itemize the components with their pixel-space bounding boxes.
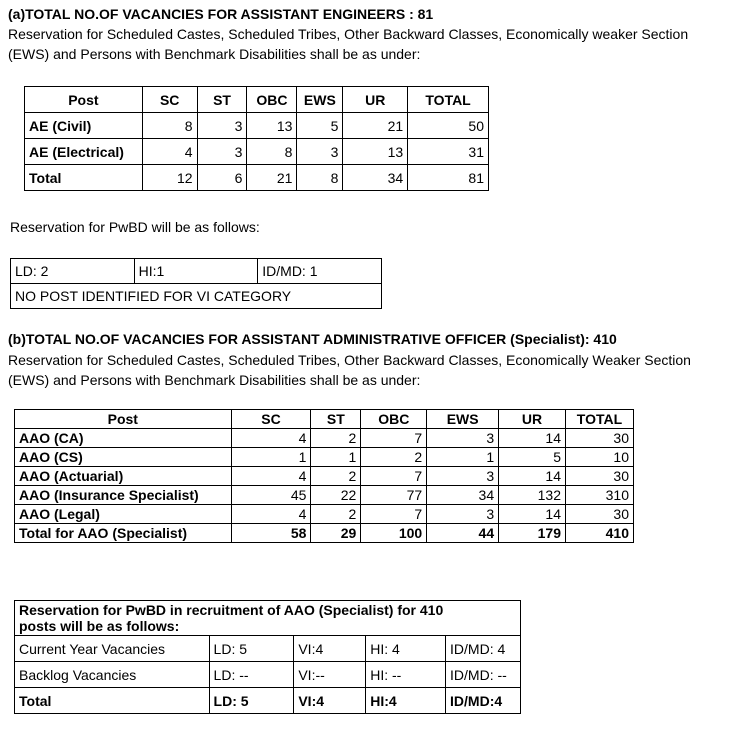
table-row — [15, 429, 634, 448]
header-ews: EWS — [297, 87, 343, 113]
section-a-paragraph — [8, 24, 688, 64]
cell-st: 2 — [311, 505, 361, 524]
cell-obc: 2 — [361, 448, 427, 467]
pwbd-vi: VI:4 — [294, 688, 366, 714]
cell-sc: 1 — [231, 448, 311, 467]
cell-ur: 132 — [499, 486, 566, 505]
pwbd-row-label: Backlog Vacancies — [15, 662, 210, 688]
cell-st: 2 — [311, 429, 361, 448]
cell-sc: 4 — [142, 139, 197, 165]
cell-ews: 34 — [427, 486, 499, 505]
cell-ews: 5 — [297, 113, 343, 139]
pwbd-hi: HI: -- — [366, 662, 446, 688]
cell-obc: 77 — [361, 486, 427, 505]
table-row — [15, 448, 634, 467]
cell-st: 2 — [311, 467, 361, 486]
cell-total: 310 — [565, 486, 633, 505]
cell-ews: 3 — [427, 505, 499, 524]
header-sc: SC — [231, 410, 311, 429]
cell-ews: 3 — [427, 467, 499, 486]
cell-total: 30 — [565, 505, 633, 524]
row-label: Total — [25, 165, 143, 191]
cell-sc: 4 — [231, 429, 311, 448]
cell-sc: 12 — [142, 165, 197, 191]
cell-total: 30 — [565, 467, 633, 486]
cell-st: 29 — [311, 524, 361, 543]
table-header-row — [25, 87, 489, 113]
section-b-para-line1: Reservation for Scheduled Castes, Scheduled Tribes, Other Backward Classes, Economically Weaker Section — [8, 352, 691, 368]
table-row — [25, 113, 489, 139]
row-label: AE (Electrical) — [25, 139, 143, 165]
header-total: TOTAL — [408, 87, 489, 113]
cell-sc: 4 — [231, 467, 311, 486]
header-sc: SC — [142, 87, 197, 113]
row-label: AAO (CS) — [15, 448, 232, 467]
pwbd-row — [11, 259, 382, 284]
pwbd-title-row — [15, 601, 521, 636]
cell-obc: 7 — [361, 505, 427, 524]
pwbd-ld: LD: 5 — [209, 688, 294, 714]
row-label: AAO (Insurance Specialist) — [15, 486, 232, 505]
table-row — [15, 486, 634, 505]
row-label: Total for AAO (Specialist) — [15, 524, 232, 543]
pwbd-total-row — [15, 688, 521, 714]
aao-vacancy-table — [14, 409, 634, 543]
cell-total: 410 — [565, 524, 633, 543]
section-b-paragraph — [8, 350, 691, 390]
pwbd-intro-text: Reservation for PwBD will be as follows: — [10, 219, 260, 235]
table-row — [25, 139, 489, 165]
row-label: AAO (Legal) — [15, 505, 232, 524]
pwbd-idmd: ID/MD: 4 — [446, 636, 521, 662]
pwbd-row — [15, 662, 521, 688]
table-total-row — [25, 165, 489, 191]
pwbd-row-label: Current Year Vacancies — [15, 636, 210, 662]
section-a-para-line1: Reservation for Scheduled Castes, Scheduled Tribes, Other Backward Classes, Economically weaker Section — [8, 26, 689, 42]
cell-obc: 21 — [247, 165, 297, 191]
header-ur: UR — [343, 87, 408, 113]
pwbd-vi: VI:-- — [294, 662, 366, 688]
cell-st: 1 — [311, 448, 361, 467]
cell-total: 30 — [565, 429, 633, 448]
cell-sc: 45 — [231, 486, 311, 505]
cell-ews: 8 — [297, 165, 343, 191]
cell-total: 81 — [408, 165, 489, 191]
header-post: Post — [15, 410, 232, 429]
cell-ur: 14 — [499, 467, 566, 486]
header-obc: OBC — [247, 87, 297, 113]
pwbd-ld: LD: 2 — [11, 259, 135, 284]
header-total: TOTAL — [565, 410, 633, 429]
table-total-row — [15, 524, 634, 543]
pwbd-note-row — [11, 284, 382, 309]
cell-ur: 14 — [499, 505, 566, 524]
header-post: Post — [25, 87, 143, 113]
section-b-heading: (b)TOTAL NO.OF VACANCIES FOR ASSISTANT ADMINISTRATIVE OFFICER (Specialist): 410 — [8, 331, 617, 347]
cell-sc: 8 — [142, 113, 197, 139]
cell-ur: 21 — [343, 113, 408, 139]
pwbd-idmd: ID/MD: -- — [446, 662, 521, 688]
cell-st: 22 — [311, 486, 361, 505]
cell-ews: 3 — [297, 139, 343, 165]
cell-st: 6 — [197, 165, 247, 191]
cell-ur: 179 — [499, 524, 566, 543]
cell-sc: 58 — [231, 524, 311, 543]
cell-obc: 8 — [247, 139, 297, 165]
cell-total: 50 — [408, 113, 489, 139]
pwbd-hi: HI:4 — [366, 688, 446, 714]
cell-st: 3 — [197, 139, 247, 165]
pwbd-title-line2: posts will be as follows: — [19, 618, 180, 634]
header-ews: EWS — [427, 410, 499, 429]
pwbd-idmd: ID/MD:4 — [446, 688, 521, 714]
header-ur: UR — [499, 410, 566, 429]
pwbd-ld: LD: 5 — [209, 636, 294, 662]
cell-ur: 5 — [499, 448, 566, 467]
row-label: AAO (CA) — [15, 429, 232, 448]
pwbd-title-line1: Reservation for PwBD in recruitment of AAO (Specialist) for 410 — [19, 602, 444, 618]
cell-ur: 14 — [499, 429, 566, 448]
header-obc: OBC — [361, 410, 427, 429]
pwbd-row — [15, 636, 521, 662]
row-label: AAO (Actuarial) — [15, 467, 232, 486]
pwbd-title — [15, 601, 521, 636]
cell-obc: 100 — [361, 524, 427, 543]
row-label: AE (Civil) — [25, 113, 143, 139]
table-row — [15, 505, 634, 524]
pwbd-hi: HI: 4 — [366, 636, 446, 662]
pwbd-note: NO POST IDENTIFIED FOR VI CATEGORY — [11, 284, 382, 309]
pwbd-ld: LD: -- — [209, 662, 294, 688]
section-a-heading: (a)TOTAL NO.OF VACANCIES FOR ASSISTANT ENGINEERS : 81 — [8, 6, 434, 22]
aao-pwbd-table — [14, 600, 521, 714]
cell-obc: 7 — [361, 467, 427, 486]
cell-ur: 34 — [343, 165, 408, 191]
ae-vacancy-table — [24, 86, 489, 191]
header-st: ST — [311, 410, 361, 429]
pwbd-row-label: Total — [15, 688, 210, 714]
table-header-row — [15, 410, 634, 429]
cell-ews: 3 — [427, 429, 499, 448]
cell-ur: 13 — [343, 139, 408, 165]
header-st: ST — [197, 87, 247, 113]
cell-ews: 44 — [427, 524, 499, 543]
cell-total: 10 — [565, 448, 633, 467]
cell-total: 31 — [408, 139, 489, 165]
cell-st: 3 — [197, 113, 247, 139]
pwbd-idmd: ID/MD: 1 — [258, 259, 382, 284]
cell-sc: 4 — [231, 505, 311, 524]
pwbd-hi: HI:1 — [134, 259, 258, 284]
cell-obc: 7 — [361, 429, 427, 448]
section-b-para-line2: (EWS) and Persons with Benchmark Disabilities shall be as under: — [8, 372, 421, 388]
pwbd-vi: VI:4 — [294, 636, 366, 662]
section-a-para-line2: (EWS) and Persons with Benchmark Disabilities shall be as under: — [8, 46, 421, 62]
table-row — [15, 467, 634, 486]
cell-obc: 13 — [247, 113, 297, 139]
ae-pwbd-table — [10, 258, 382, 309]
cell-ews: 1 — [427, 448, 499, 467]
